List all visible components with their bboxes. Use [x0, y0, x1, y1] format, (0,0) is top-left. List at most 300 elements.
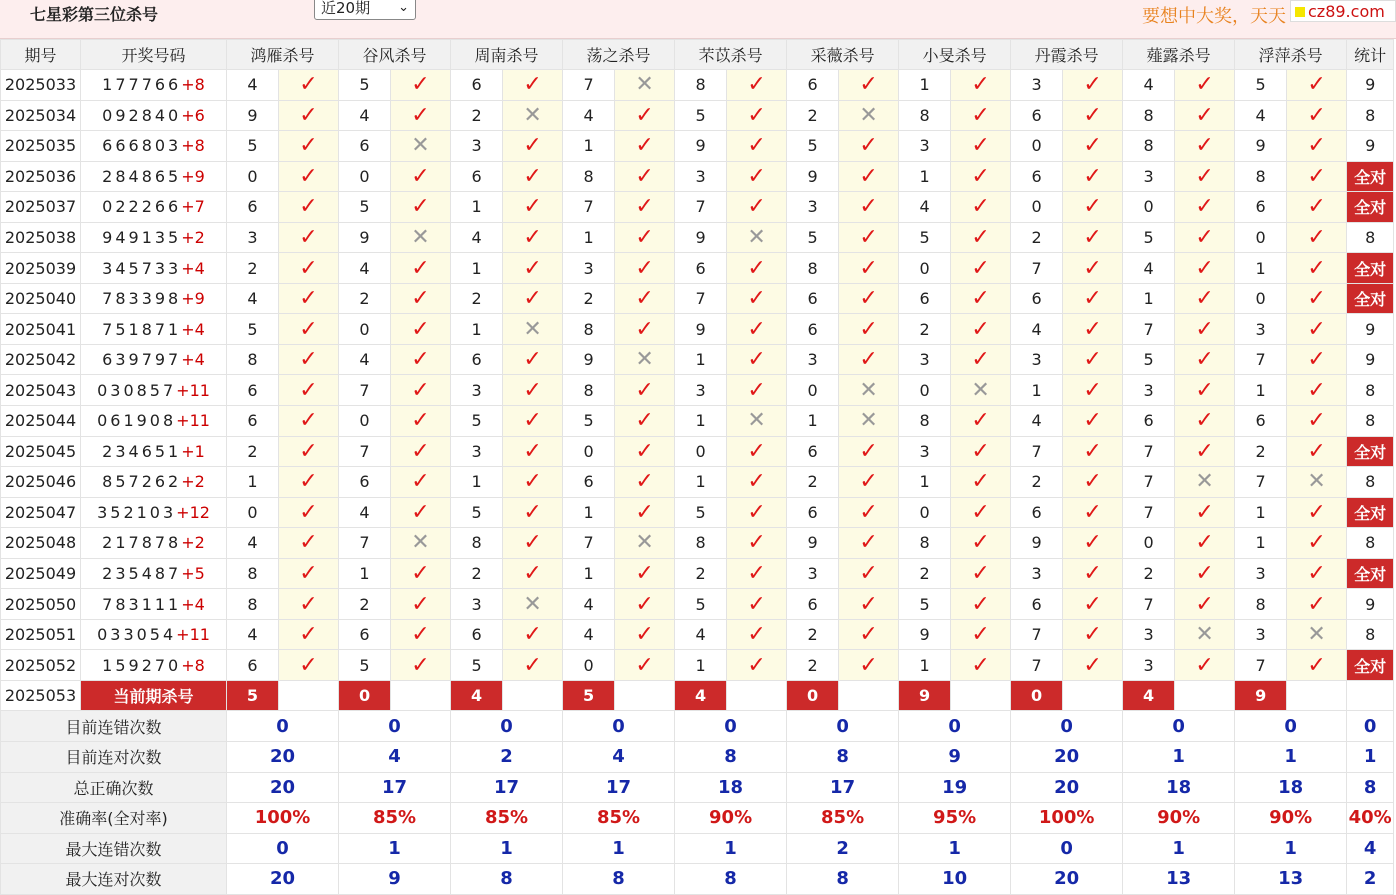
summary-value: 1 [1123, 833, 1235, 864]
current-kill-blank [727, 680, 787, 711]
cross-icon: ✕ [635, 72, 654, 98]
kill-number-cell: 2 [787, 100, 839, 131]
result-mark-cell [391, 619, 451, 650]
summary-label: 最大连错次数 [1, 833, 227, 864]
stat-cell: 8 [1347, 375, 1394, 406]
result-mark-cell [503, 283, 563, 314]
check-icon: ✓ [747, 530, 766, 556]
check-icon: ✓ [747, 499, 766, 525]
check-icon: ✓ [1307, 225, 1326, 250]
draw-number-cell [81, 406, 227, 437]
check-icon: ✓ [299, 194, 318, 220]
kill-number-cell: 7 [563, 528, 615, 559]
period-cell: 2025035 [1, 131, 81, 162]
kill-number-cell: 2 [451, 100, 503, 131]
summary-value: 95% [899, 803, 1011, 834]
kill-number-cell: 4 [1123, 70, 1175, 101]
draw-extra: +1 [181, 441, 205, 461]
draw-number-cell [81, 222, 227, 253]
result-mark-cell [1287, 528, 1347, 559]
result-mark-cell [1287, 283, 1347, 314]
result-mark-cell [1287, 222, 1347, 253]
result-mark-cell [279, 406, 339, 437]
kill-number-cell: 7 [675, 192, 727, 223]
check-icon: ✓ [411, 377, 430, 403]
result-mark-cell [1175, 70, 1235, 101]
check-icon: ✓ [971, 499, 990, 525]
result-mark-cell [391, 467, 451, 498]
result-mark-cell [951, 497, 1011, 528]
check-icon: ✓ [1195, 377, 1214, 403]
result-mark-cell [1063, 558, 1123, 589]
check-icon: ✓ [1307, 72, 1326, 98]
draw-extra: +9 [181, 166, 205, 186]
stat-cell: 9 [1347, 314, 1394, 345]
kill-number-cell: 0 [1123, 192, 1175, 223]
result-mark-cell [503, 70, 563, 101]
kill-number-cell: 1 [563, 558, 615, 589]
draw-extra: +12 [176, 502, 210, 522]
result-mark-cell [1287, 497, 1347, 528]
kill-number-cell: 8 [899, 406, 951, 437]
check-icon: ✓ [1195, 499, 1214, 525]
summary-value: 20 [227, 772, 339, 803]
kill-number-cell: 8 [451, 528, 503, 559]
result-mark-cell [615, 375, 675, 406]
check-icon: ✓ [411, 438, 430, 464]
kill-number-cell: 3 [787, 192, 839, 223]
result-mark-cell [951, 253, 1011, 284]
summary-stat-value: 4 [1347, 833, 1394, 864]
result-mark-cell [951, 344, 1011, 375]
check-icon: ✓ [859, 499, 878, 525]
kill-number-cell: 7 [1235, 467, 1287, 498]
check-icon: ✓ [1083, 133, 1102, 159]
check-icon: ✓ [971, 408, 990, 434]
check-icon: ✓ [1083, 316, 1102, 342]
summary-value: 0 [1011, 833, 1123, 864]
check-icon: ✓ [1083, 530, 1102, 556]
result-mark-cell [1287, 436, 1347, 467]
check-icon: ✓ [299, 652, 318, 678]
current-stat-blank [1347, 680, 1394, 711]
result-mark-cell [503, 131, 563, 162]
summary-value: 1 [899, 833, 1011, 864]
result-mark-cell [951, 558, 1011, 589]
kill-number-cell: 8 [675, 528, 727, 559]
draw-extra: +11 [176, 411, 210, 431]
check-icon: ✓ [299, 408, 318, 434]
draw-digits: 234651 [102, 441, 182, 461]
result-mark-cell [279, 467, 339, 498]
draw-number-cell [81, 131, 227, 162]
result-mark-cell [727, 100, 787, 131]
check-icon: ✓ [299, 255, 318, 281]
check-icon: ✓ [1083, 591, 1102, 617]
summary-value: 20 [227, 742, 339, 773]
result-mark-cell [1287, 558, 1347, 589]
check-icon: ✓ [1195, 133, 1214, 159]
summary-value: 0 [227, 833, 339, 864]
result-mark-cell [727, 436, 787, 467]
result-mark-cell [839, 589, 899, 620]
current-kill-blank [279, 680, 339, 711]
top-bar [0, 0, 1396, 39]
cross-icon: ✕ [1195, 622, 1214, 648]
check-icon: ✓ [411, 194, 430, 220]
result-mark-cell [503, 344, 563, 375]
result-mark-cell [951, 467, 1011, 498]
kill-number-cell: 3 [1123, 161, 1175, 192]
result-mark-cell [391, 314, 451, 345]
result-mark-cell [279, 283, 339, 314]
period-cell: 2025049 [1, 558, 81, 589]
summary-value: 20 [227, 864, 339, 895]
cross-icon: ✕ [1307, 469, 1326, 495]
kill-number-cell: 4 [1011, 406, 1063, 437]
check-icon: ✓ [299, 591, 318, 617]
result-mark-cell [615, 253, 675, 284]
cross-icon: ✕ [523, 591, 542, 617]
result-mark-cell [1175, 344, 1235, 375]
draw-digits: 030857 [97, 380, 177, 400]
stat-cell: 8 [1347, 222, 1394, 253]
check-icon: ✓ [1307, 194, 1326, 220]
draw-number-cell [81, 467, 227, 498]
kill-number-cell: 7 [1123, 467, 1175, 498]
check-icon: ✓ [299, 530, 318, 556]
summary-value: 2 [787, 833, 899, 864]
kill-number-cell: 7 [1235, 344, 1287, 375]
summary-value: 90% [675, 803, 787, 834]
period-select[interactable] [314, 0, 416, 20]
header-expert-9: 薤露杀号 [1123, 40, 1235, 70]
check-icon: ✓ [859, 255, 878, 281]
summary-value: 2 [451, 742, 563, 773]
header-expert-2: 谷风杀号 [339, 40, 451, 70]
check-icon: ✓ [299, 316, 318, 342]
result-mark-cell [391, 253, 451, 284]
check-icon: ✓ [523, 377, 542, 403]
kill-number-cell: 1 [339, 558, 391, 589]
check-icon: ✓ [1083, 561, 1102, 587]
period-cell: 2025045 [1, 436, 81, 467]
draw-extra: +8 [181, 655, 205, 675]
result-mark-cell [1287, 131, 1347, 162]
result-mark-cell [391, 131, 451, 162]
kill-number-cell: 2 [227, 436, 279, 467]
result-mark-cell [839, 528, 899, 559]
stat-all-correct-badge: 全对 [1347, 497, 1394, 528]
check-icon: ✓ [971, 225, 990, 250]
check-icon: ✓ [859, 194, 878, 220]
table-row [1, 222, 1394, 253]
result-mark-cell [951, 192, 1011, 223]
table-row [1, 161, 1394, 192]
result-mark-cell [727, 528, 787, 559]
result-mark-cell [1175, 589, 1235, 620]
kill-number-cell: 3 [451, 589, 503, 620]
check-icon: ✓ [1083, 652, 1102, 678]
header-expert-1: 鸿雁杀号 [227, 40, 339, 70]
current-kill-number: 9 [1235, 680, 1287, 711]
result-mark-cell [839, 283, 899, 314]
header-expert-6: 采薇杀号 [787, 40, 899, 70]
current-kill-blank [615, 680, 675, 711]
result-mark-cell [279, 619, 339, 650]
result-mark-cell [391, 70, 451, 101]
result-mark-cell [839, 497, 899, 528]
check-icon: ✓ [859, 469, 878, 495]
check-icon: ✓ [1083, 163, 1102, 189]
current-kill-blank [951, 680, 1011, 711]
draw-digits: 092840 [102, 105, 182, 125]
check-icon: ✓ [1307, 286, 1326, 312]
kill-number-cell: 0 [339, 161, 391, 192]
result-mark-cell [1175, 619, 1235, 650]
period-cell: 2025047 [1, 497, 81, 528]
kill-number-cell: 7 [339, 528, 391, 559]
stat-all-correct-badge: 全对 [1347, 253, 1394, 284]
summary-value: 85% [339, 803, 451, 834]
check-icon: ✓ [635, 408, 654, 434]
current-kill-number: 5 [227, 680, 279, 711]
check-icon: ✓ [747, 652, 766, 678]
result-mark-cell [1287, 650, 1347, 681]
stat-cell: 9 [1347, 344, 1394, 375]
result-mark-cell [951, 314, 1011, 345]
kill-number-cell: 6 [787, 70, 839, 101]
period-cell: 2025052 [1, 650, 81, 681]
summary-row [1, 772, 1394, 803]
summary-value: 85% [563, 803, 675, 834]
kill-number-cell: 6 [1011, 589, 1063, 620]
kill-number-cell: 4 [675, 619, 727, 650]
kill-number-cell: 1 [675, 344, 727, 375]
check-icon: ✓ [971, 102, 990, 128]
check-icon: ✓ [299, 347, 318, 373]
check-icon: ✓ [1195, 561, 1214, 587]
kill-number-cell: 1 [451, 314, 503, 345]
kill-number-cell: 2 [563, 283, 615, 314]
result-mark-cell [503, 161, 563, 192]
summary-value: 20 [1011, 742, 1123, 773]
stat-cell: 8 [1347, 100, 1394, 131]
draw-number-cell [81, 619, 227, 650]
check-icon: ✓ [411, 622, 430, 648]
result-mark-cell [951, 375, 1011, 406]
period-cell: 2025046 [1, 467, 81, 498]
kill-number-cell: 5 [451, 650, 503, 681]
result-mark-cell [503, 558, 563, 589]
summary-value: 17 [451, 772, 563, 803]
check-icon: ✓ [635, 438, 654, 464]
kill-number-cell: 3 [787, 558, 839, 589]
kill-number-cell: 3 [1123, 619, 1175, 650]
kill-number-cell: 4 [227, 619, 279, 650]
kill-number-cell: 4 [1235, 100, 1287, 131]
kill-number-cell: 6 [675, 253, 727, 284]
result-mark-cell [1063, 131, 1123, 162]
period-cell: 2025037 [1, 192, 81, 223]
table-row [1, 406, 1394, 437]
result-mark-cell [615, 436, 675, 467]
check-icon: ✓ [971, 316, 990, 342]
table-row [1, 436, 1394, 467]
kill-number-cell: 5 [899, 222, 951, 253]
draw-number-cell [81, 100, 227, 131]
kill-number-cell: 6 [339, 131, 391, 162]
result-mark-cell [503, 467, 563, 498]
result-mark-cell [839, 344, 899, 375]
summary-value: 1 [1123, 742, 1235, 773]
check-icon: ✓ [859, 561, 878, 587]
check-icon: ✓ [971, 591, 990, 617]
check-icon: ✓ [747, 347, 766, 373]
kill-number-cell: 2 [787, 619, 839, 650]
current-kill-number: 0 [1011, 680, 1063, 711]
result-mark-cell [503, 528, 563, 559]
check-icon: ✓ [859, 652, 878, 678]
kill-number-cell: 8 [227, 589, 279, 620]
check-icon: ✓ [1195, 163, 1214, 189]
kill-number-cell: 1 [899, 650, 951, 681]
period-cell: 2025042 [1, 344, 81, 375]
header-expert-5: 芣苡杀号 [675, 40, 787, 70]
stat-all-correct-badge: 全对 [1347, 192, 1394, 223]
result-mark-cell [951, 589, 1011, 620]
kill-number-cell: 6 [451, 344, 503, 375]
kill-number-cell: 1 [1123, 283, 1175, 314]
result-mark-cell [615, 222, 675, 253]
check-icon: ✓ [859, 438, 878, 464]
result-mark-cell [839, 314, 899, 345]
result-mark-cell [503, 253, 563, 284]
kill-number-cell: 5 [675, 589, 727, 620]
check-icon: ✓ [859, 347, 878, 373]
table-row [1, 467, 1394, 498]
table-row [1, 344, 1394, 375]
draw-number-cell [81, 589, 227, 620]
check-icon: ✓ [1195, 652, 1214, 678]
result-mark-cell [1063, 619, 1123, 650]
kill-number-cell: 0 [1011, 192, 1063, 223]
result-mark-cell [951, 70, 1011, 101]
kill-number-cell: 2 [451, 283, 503, 314]
current-kill-number: 5 [563, 680, 615, 711]
check-icon: ✓ [411, 347, 430, 373]
kill-number-cell: 9 [563, 344, 615, 375]
kill-number-cell: 8 [563, 161, 615, 192]
kill-number-cell: 4 [1011, 314, 1063, 345]
kill-number-cell: 8 [563, 314, 615, 345]
current-kill-number: 9 [899, 680, 951, 711]
kill-number-cell: 6 [787, 314, 839, 345]
header-draw-number: 开奖号码 [81, 40, 227, 70]
result-mark-cell [839, 100, 899, 131]
kill-number-cell: 7 [675, 283, 727, 314]
kill-number-cell: 6 [1011, 497, 1063, 528]
result-mark-cell [503, 650, 563, 681]
check-icon: ✓ [1195, 438, 1214, 464]
kill-number-cell: 1 [675, 406, 727, 437]
summary-value: 4 [563, 742, 675, 773]
check-icon: ✓ [523, 255, 542, 281]
kill-number-cell: 3 [1011, 558, 1063, 589]
check-icon: ✓ [1195, 286, 1214, 312]
kill-number-cell: 5 [339, 650, 391, 681]
kill-number-cell: 5 [451, 406, 503, 437]
result-mark-cell [727, 161, 787, 192]
stat-all-correct-badge: 全对 [1347, 650, 1394, 681]
check-icon: ✓ [411, 255, 430, 281]
kill-number-cell: 6 [339, 619, 391, 650]
kill-number-cell: 0 [563, 436, 615, 467]
draw-number-cell [81, 528, 227, 559]
summary-value: 0 [227, 711, 339, 742]
kill-number-cell: 5 [1123, 344, 1175, 375]
draw-number-cell [81, 253, 227, 284]
result-mark-cell [279, 375, 339, 406]
logo-square-icon [1295, 7, 1305, 17]
summary-value: 17 [563, 772, 675, 803]
kill-number-cell: 1 [675, 467, 727, 498]
result-mark-cell [727, 344, 787, 375]
summary-row [1, 742, 1394, 773]
cross-icon: ✕ [859, 377, 878, 403]
check-icon: ✓ [299, 225, 318, 250]
draw-digits: 235487 [102, 564, 182, 584]
result-mark-cell [1175, 375, 1235, 406]
result-mark-cell [615, 528, 675, 559]
result-mark-cell [1175, 497, 1235, 528]
kill-number-cell: 3 [451, 131, 503, 162]
summary-value: 1 [563, 833, 675, 864]
summary-value: 0 [899, 711, 1011, 742]
draw-number-cell [81, 344, 227, 375]
result-mark-cell [1287, 406, 1347, 437]
result-mark-cell [503, 100, 563, 131]
check-icon: ✓ [1083, 102, 1102, 128]
check-icon: ✓ [971, 561, 990, 587]
check-icon: ✓ [1307, 499, 1326, 525]
summary-value: 0 [339, 711, 451, 742]
result-mark-cell [615, 589, 675, 620]
result-mark-cell [1063, 222, 1123, 253]
kill-number-cell: 6 [1011, 100, 1063, 131]
result-mark-cell [1287, 344, 1347, 375]
kill-number-cell: 1 [1235, 253, 1287, 284]
site-logo[interactable] [1290, 0, 1396, 22]
result-mark-cell [279, 589, 339, 620]
kill-number-cell: 4 [1123, 253, 1175, 284]
check-icon: ✓ [635, 163, 654, 189]
check-icon: ✓ [1307, 316, 1326, 342]
kill-number-cell: 7 [1123, 436, 1175, 467]
result-mark-cell [503, 314, 563, 345]
result-mark-cell [839, 406, 899, 437]
summary-value: 0 [787, 711, 899, 742]
result-mark-cell [391, 283, 451, 314]
check-icon: ✓ [1307, 255, 1326, 281]
draw-extra: +11 [176, 625, 210, 645]
cross-icon: ✕ [411, 225, 430, 250]
kill-number-cell: 2 [675, 558, 727, 589]
check-icon: ✓ [747, 286, 766, 312]
summary-value: 8 [787, 742, 899, 773]
kill-number-cell: 1 [675, 650, 727, 681]
current-kill-label: 当前期杀号 [81, 680, 227, 711]
